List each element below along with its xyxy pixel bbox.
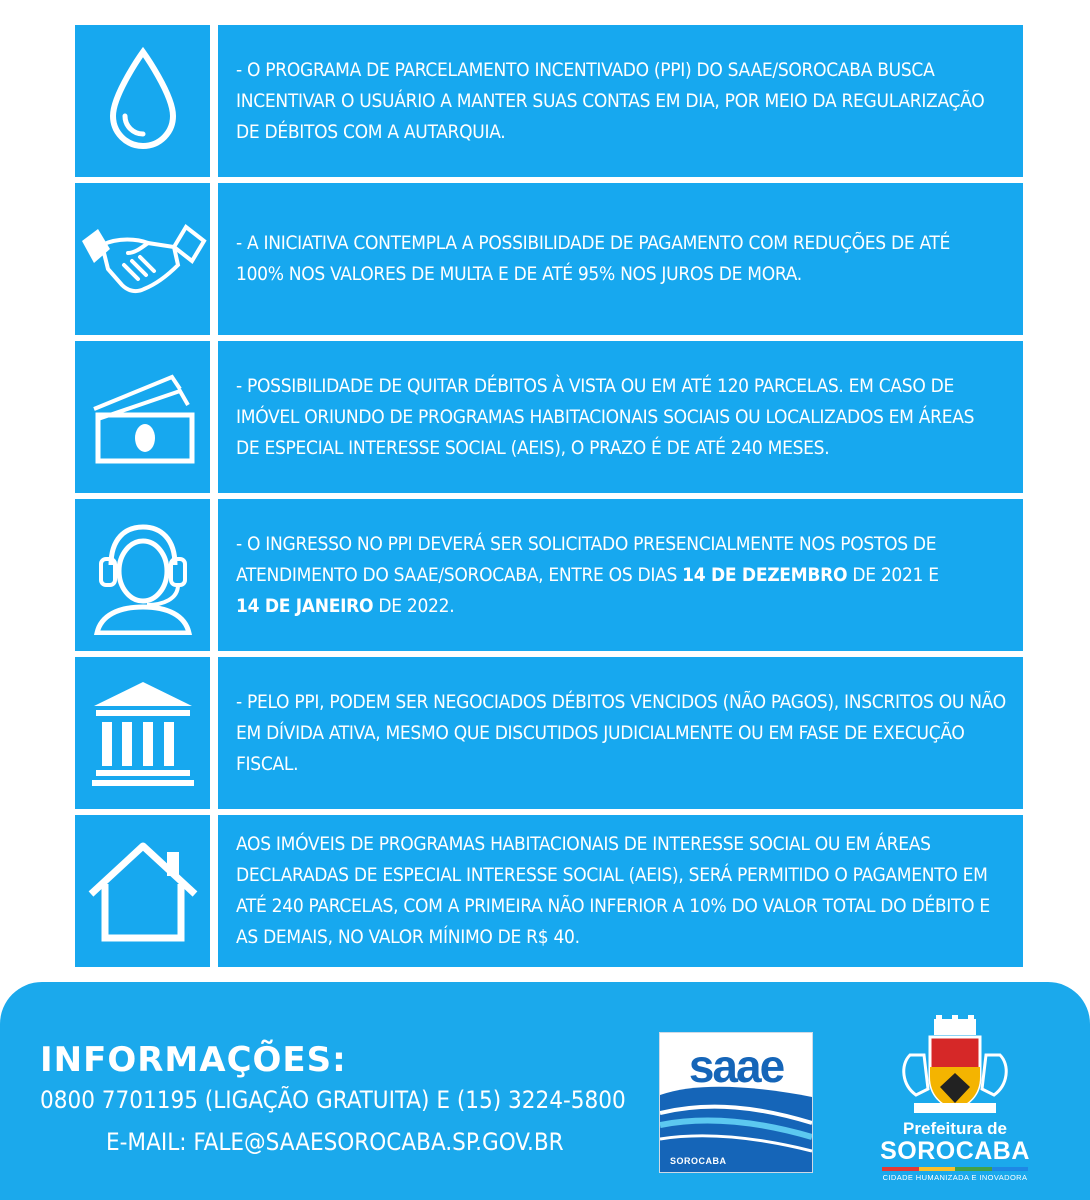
info-title: INFORMAÇÕES: xyxy=(40,1040,347,1080)
info-row-4 xyxy=(75,499,1023,651)
info-text-2 xyxy=(218,183,1023,335)
prefeitura-line1: Prefeitura de xyxy=(903,1119,1007,1138)
info-text-4 xyxy=(218,499,1023,651)
info-row-1 xyxy=(75,25,1023,177)
info-text: - POSSIBILIDADE DE QUITAR DÉBITOS À VISTA OU EM ATÉ 120 PARCELAS. EM CASO DE IMÓVEL ORIUNDO DE PROGRAMAS HABITACIONAIS SOCIAIS OU LOCALIZADOS EM ÁREAS DE ESPECIAL INTERESSE SOCIAL (AEIS), O PRAZO É DE ATÉ 240 MESES. xyxy=(236,374,975,459)
date-end: 14 DE JANEIRO xyxy=(236,594,374,617)
info-text-1 xyxy=(218,25,1023,177)
text-segment: - O INGRESSO NO PPI DEVERÁ SER SOLICITADO PRESENCIALMENTE NOS POSTOS DE ATENDIMENTO DO SAAE/SOROCABA, ENTRE OS DIAS xyxy=(236,532,937,586)
info-text: - O PROGRAMA DE PARCELAMENTO INCENTIVADO (PPI) DO SAAE/SOROCABA BUSCA INCENTIVAR O USUÁRIO A MANTER SUAS CONTAS EM DIA, POR MEIO DA REGULARIZAÇÃO DE DÉBITOS COM A AUTARQUIA. xyxy=(236,58,985,143)
saae-wordmark: saae xyxy=(688,1040,784,1092)
text-segment: DE 2021 E xyxy=(847,563,939,586)
info-text-6 xyxy=(218,815,1023,967)
prefeitura-line2: SOROCABA xyxy=(880,1137,1030,1165)
prefeitura-tagline: CIDADE HUMANIZADA E INOVADORA xyxy=(882,1173,1028,1182)
info-email: E-MAIL: FALE@SAAESOROCABA.SP.GOV.BR xyxy=(106,1128,564,1156)
headset-attendant-icon xyxy=(75,499,210,651)
text-segment: DE 2022. xyxy=(373,594,455,617)
water-drop-icon xyxy=(75,25,210,177)
prefeitura-logo xyxy=(870,1015,1040,1195)
info-row-6 xyxy=(75,815,1023,967)
info-text xyxy=(236,529,956,622)
public-building-icon xyxy=(75,657,210,809)
saae-logo xyxy=(659,1032,813,1173)
house-icon xyxy=(75,815,210,967)
saae-subtitle: SOROCABA xyxy=(670,1156,727,1166)
info-row-5 xyxy=(75,657,1023,809)
info-text-3 xyxy=(218,341,1023,493)
handshake-icon xyxy=(75,183,210,335)
coat-of-arms-icon xyxy=(870,1015,1040,1119)
color-stripe xyxy=(882,1167,1028,1171)
info-text: AOS IMÓVEIS DE PROGRAMAS HABITACIONAIS DE INTERESSE SOCIAL OU EM ÁREAS DECLARADAS DE ESPECIAL INTERESSE SOCIAL (AEIS), SERÁ PERMITIDO O PAGAMENTO EM ATÉ 240 PARCELAS, COM A PRIMEIRA NÃO INFERIOR A 10% DO VALOR TOTAL DO DÉBITO E AS DEMAIS, NO VALOR MÍNIMO DE R$ 40. xyxy=(236,833,990,948)
info-row-3 xyxy=(75,341,1023,493)
info-text: - PELO PPI, PODEM SER NEGOCIADOS DÉBITOS VENCIDOS (NÃO PAGOS), INSCRITOS OU NÃO EM DÍVIDA ATIVA, MESMO QUE DISCUTIDOS JUDICIALMENTE OU EM FASE DE EXECUÇÃO FISCAL. xyxy=(236,690,1006,775)
money-bills-icon xyxy=(75,341,210,493)
info-text: - A INICIATIVA CONTEMPLA A POSSIBILIDADE DE PAGAMENTO COM REDUÇÕES DE ATÉ 100% NOS VALORES DE MULTA E DE ATÉ 95% NOS JUROS DE MORA. xyxy=(236,232,950,285)
info-text-5 xyxy=(218,657,1023,809)
info-row-2 xyxy=(75,183,1023,335)
info-phone: 0800 7701195 (LIGAÇÃO GRATUITA) E (15) 3224-5800 xyxy=(40,1086,626,1114)
date-start: 14 DE DEZEMBRO xyxy=(682,563,848,586)
